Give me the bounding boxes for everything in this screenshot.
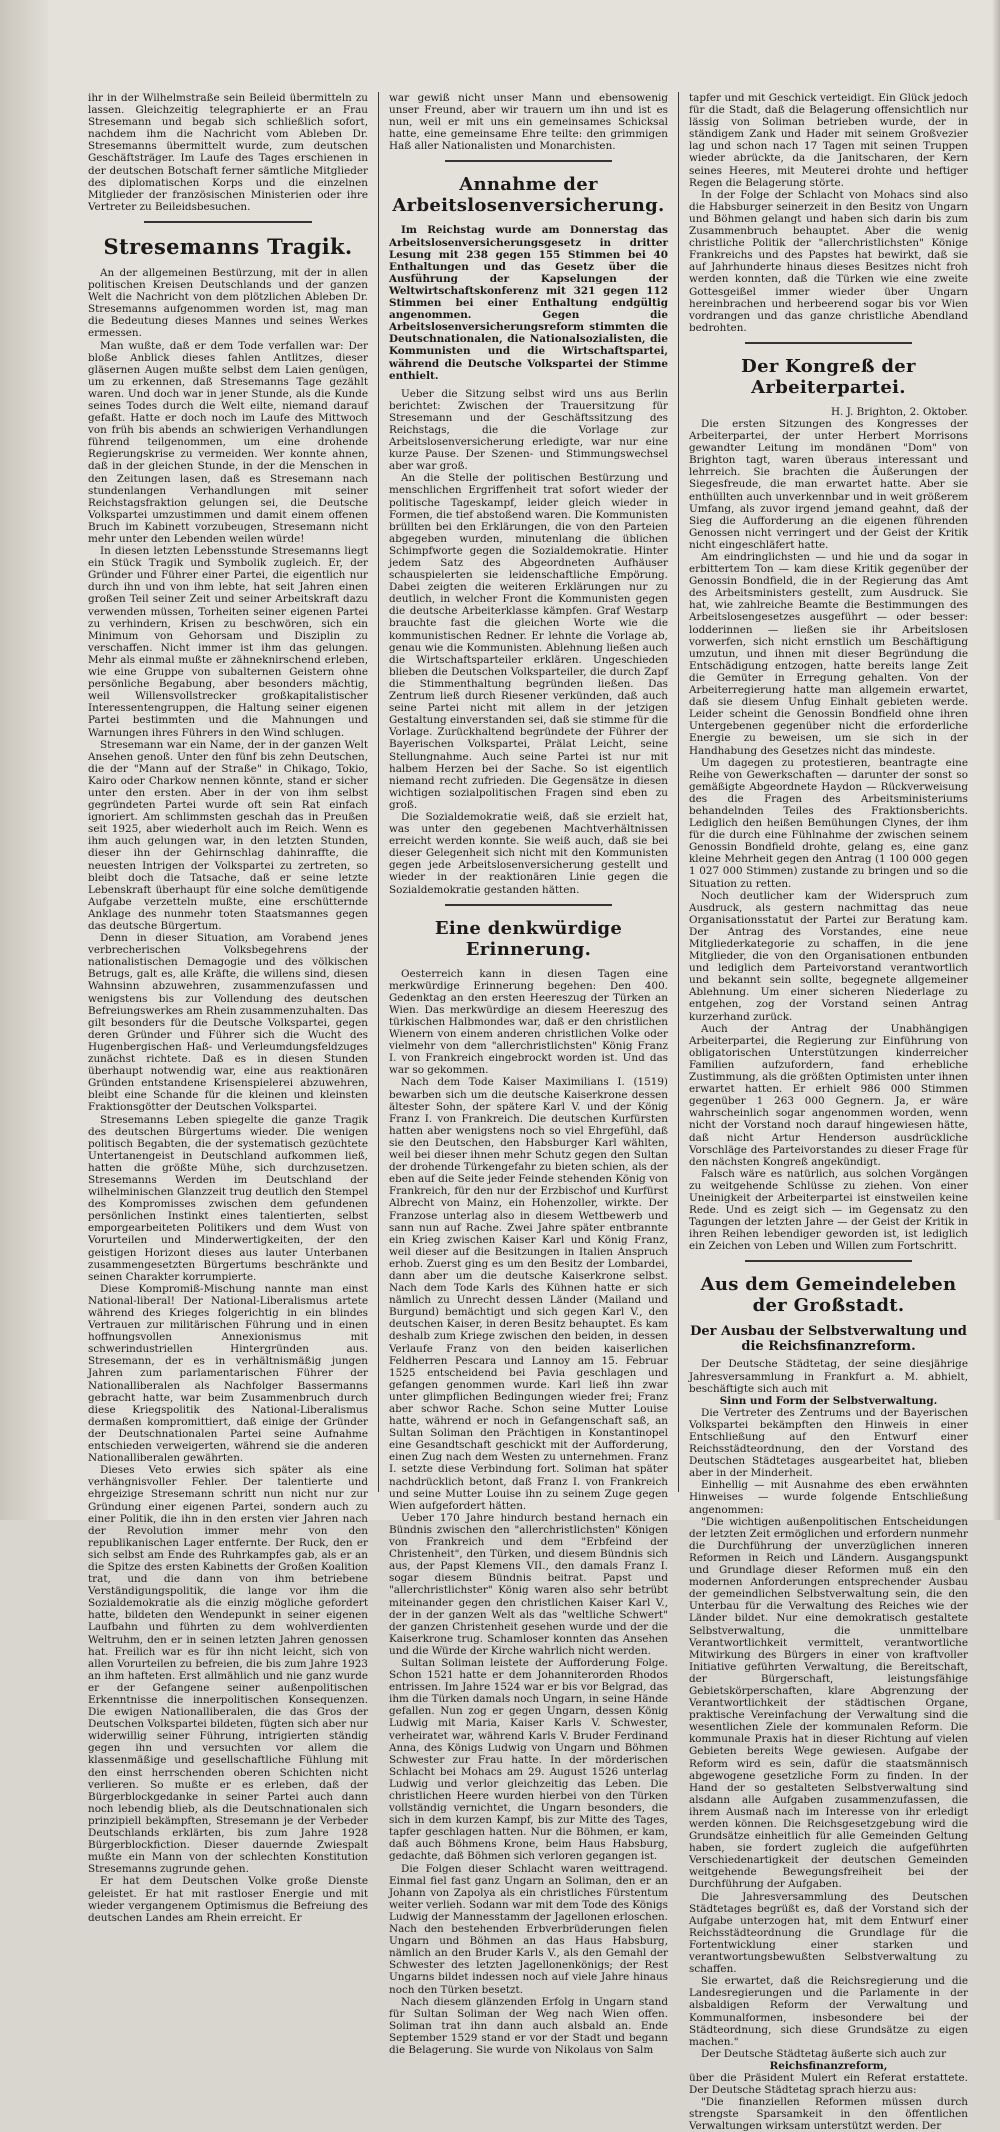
- article-text: Um dagegen zu protestieren, beantragte eine Reihe von Gewerkschaften — darunter der sonst so gemäßigte Abgeordnete Haydon — Rückverweisung des die Fragen des Arbeitsministeriums behandelnden Teiles des Fraktionsberichts. Lediglich den heißen Bemühungen Clynes, der ihm für die durch eine Fühlnahme der zwischen seinem Genossin Bondfield drohte, gelang es, eine ganz kleine Mehrheit gegen den Antrag (1 100 000 gegen 1 027 000 Stimmen) zustande zu bringen und so die Situation zu retten.: [689, 756, 968, 890]
- article-text: An der allgemeinen Bestürzung, mit der in allen politischen Kreisen Deutschlands und der ganzen Welt die Nachricht von dem plötzlichen Ableben Dr. Stresemanns aufgenommen worden ist, mag man die Bedeutung dieses Mannes und seines Werkes ermessen.: [88, 266, 368, 340]
- article-text: Noch deutlicher kam der Widerspruch zum Ausdruck, als gestern nachmittag das neue Organisationsstatut der Partei zur Beratung kam. Der Antrag des Vorstandes, eine neue Mitgliederkategorie zu schaffen, in die jene Mitglieder, die von den Organisationen entbunden und lediglich dem Parteivorstand verantwortlich und bekannt sein sollte, begegnete allgemeiner Ablehnung. Um einer sicheren Niederlage zu entgehen, zog der Vorstand seinen Antrag kurzerhand zurück.: [689, 889, 968, 1023]
- article-lead: Im Reichstag wurde am Donnerstag das Arbeitslosenversicherungsgesetz in dritter Lesung mit 238 gegen 155 Stimmen bei 40 Enthaltungen und das Gesetz über die Ausführung der Kapselungen der Weltwirtschaftskonferenz mit 321 gegen 112 Stimmen bei einer Enthaltung endgültig angenommen. Gegen die Arbeitslosenversicherungsreform stimmten die Deutschnationalen, die Nationalsozialisten, die Kommunisten und die Wirtschaftspartei, während die Deutsche Volkspartei der Stimme enthielt.: [389, 224, 668, 382]
- article-text: Ueber die Sitzung selbst wird uns aus Berlin berichtet: Zwischen der Trauersitzung für Stresemann und der Geschäftssitzung des Reichstags, die die Vorlage zur Arbeitslosenversicherung erledigte, war nur eine kurze Pause. Der Szenen- und Stimmungswechsel aber war groß.: [389, 387, 668, 473]
- article-text: Auch der Antrag der Unabhängigen Arbeiterpartei, die Regierung zur Einführung von obligatorischen Unterstützungen kinderreicher Familien aufzufordern, fand erhebliche Zustimmung, als die größten Optimisten unter ihnen erwartet hatten. Er erhielt 986 000 Stimmen gegenüber 1 263 000 Gegnern. Ja, er wäre wahrscheinlich sogar angenommen worden, wenn nicht der Vorstand noch darauf hingewiesen hätte, daß nicht Artur Henderson ausdrückliche Vorschläge des Parteivorstandes zu dieser Frage für den nächsten Kongreß angekündigt.: [689, 1022, 968, 1168]
- article-text: Falsch wäre es natürlich, aus solchen Vorgängen zu weitgehende Schlüsse zu ziehen. Von einer Uneinigkeit der Arbeiterpartei ist einstweilen keine Rede. Und es zeigt sich — im Gegensatz zu den Tagungen der letzten Jahre — der Geist der Kritik in ihren Reihen lebendiger geworden ist, ist lediglich ein Zeichen von Leben und Willen zum Fortschritt.: [689, 1167, 968, 1253]
- column-2: [378, 92, 678, 2056]
- article-text: Einhellig — mit Ausnahme des eben erwähnten Hinweises — wurde folgende Entschließung angenommen:: [689, 1479, 968, 1516]
- article-text: Stresemanns Leben spiegelte die ganze Tragik des deutschen Bürgertums wieder. Die wenigen politisch Begabten, die der systematisch gezüchtete Untertanengeist in Deutschland aufkommen ließ, hatten die größte Mühe, sich durchzusetzen. Stresemanns Werden im Deutschland der wilhelminischen Glanzzeit trug deutlich den Stempel des Kompromisses zwischen dem gefundenen persönlichen Instinkt eines talentierten, selbst emporgearbeiteten Politikers und dem Wust von Vorurteilen und Minderwertigkeiten, der den geistigen Horizont dieses aus lauter Unterbanen zusammengesetzten Bürgertums beschränkte und seinen Charakter korrumpierte.: [88, 1113, 368, 1283]
- article-text: war gewiß nicht unser Mann und ebensowenig unser Freund, aber wir trauern um ihn und ist es nun, weil er mit uns ein gemeinsames Schicksal hatte, eine gemeinsame Ehre teilte: den grimmigen Haß aller Nationalisten und Monarchisten.: [389, 92, 668, 153]
- column-container: [78, 92, 990, 2132]
- column-3: [678, 92, 978, 2132]
- article-text: Der Deutsche Städtetag äußerte sich auch zur: [701, 2047, 947, 2060]
- article-text: Die Sozialdemokratie weiß, daß sie erzielt hat, was unter den gegebenen Machtverhältnissen erreicht werden konnte. Sie weiß auch, daß sie bei dieser Gelegenheit sich nicht mit den Kommunisten gegen jede Arbeitslosenversicherung gestellt und wieder in der reaktionären Linie gegen die Sozialdemokratie gestanden hätten.: [389, 810, 668, 896]
- article-text: über die Präsident Mulert ein Referat erstattete. Der Deutsche Städtetag sprach hierzu aus:: [689, 2071, 968, 2097]
- divider: [445, 904, 612, 906]
- article-text: tapfer und mit Geschick verteidigt. Ein Glück jedoch für die Stadt, daß die Belagerung offensichtlich nur lässig von Soliman betrieben wurde, der in ständigem Zank und Hader mit seinem Großvezier lag und schon nach 17 Tagen mit seinen Truppen wieder abrückte, da die Janitscharen, der Kern seines Heeres, mit Meuterei drohte und heftiger Regen die Belagerung störte.: [689, 92, 968, 189]
- article-text: Die Jahresversammlung des Deutschen Städtetages begrüßt es, daß der Vorstand sich der Aufgabe unterzogen hat, mit dem Entwurf einer Reichsstädteordnung die Grundlage für die Fortentwicklung einer starken und verantwortungsbewußten Selbstverwaltung zu schaffen.: [689, 1890, 968, 1976]
- divider: [745, 342, 912, 344]
- article-text: Man wußte, daß er dem Tode verfallen war: Der bloße Anblick dieses fahlen Antlitzes, dieser gläsernen Augen mußte selbst dem Laien genügen, um zu erkennen, daß Stresemanns Tage gezählt waren. Und doch war in jener Stunde, als die Kunde seines Todes durch die Welt eilte, niemand darauf gefaßt. Hatte er doch noch im Laufe des Mittwoch von früh bis abends an schwierigen Verhandlungen führend teilgenommen, um eine drohende Regierungskrise zu vermeiden. Wer konnte ahnen, daß in der gleichen Stunde, in der die Menschen in den Zeitungen lasen, daß es Stresemann nach stundenlangen Verhandlungen mit seiner Reichstagsfraktion gelungen sei, die Deutsche Volkspartei umzustimmen und damit einem offenen Bruch im Kabinett vorzubeugen, Stresemann nicht mehr unter den Lebenden weilen würde!: [88, 339, 368, 545]
- column-1: [78, 92, 378, 1924]
- article-text: Dieses Veto erwies sich später als eine verhängnisvoller Fehler. Der talentierte und ehrgeizige Stresemann schritt nun nicht nur zur Gründung einer eigenen Partei, sondern auch zu einer Politik, die ihn in den ersten vier Jahren nach der Revolution immer mehr von den republikanischen Lager entfernte. Der Ruck, den er sich selbst am Ende des Ruhrkampfes gab, als er an die Spitze des ersten Kabinetts der Großen Koalition trat, und die dann von ihm betriebene Verständigungspolitik, die lange vor ihm die Sozialdemokratie als die einzig mögliche gefordert hatte, bildeten den Wendepunkt in seiner eigenen Laufbahn und führten zu dem wohlverdienten Weltruhm, den er in seinen letzten Jahren genossen hat. Freilich war es für ihn nicht leicht, sich von allen Vorurteilen zu befreien, die bis zum Jahre 1923 an ihm hafteten. Erst allmählich und nie ganz wurde er der Gefangene seiner außenpolitischen Erkenntnisse die innerpolitischen Konsequenzen. Die ewigen Nationalliberalen, die das Gros der Deutschen Volkspartei bildeten, fügten sich aber nur widerwillig seiner Führung, intrigierten ständig gegen ihn und versuchten vor allem die klassenmäßige und gesellschaftliche Fühlung mit den einst herrschenden oberen Schichten nicht verlieren. So mußte er es erleben, daß der Bürgerblockgedanke in seiner Partei auch dann noch lebendig blieb, als die Deutschnationalen sich prinzipiell bekämpften, Stresemann je der Verbeder Deutschlands erklärten, bis zum Jahre 1928 Bürgerblockfiction. Dieser dauernde Zwiespalt mußte ein Mann von der schlechten Konstitution Stresemanns zugrunde gehen.: [88, 1464, 368, 1876]
- headline-arbeitslosenversicherung: Annahme der Arbeitslosenversicherung.: [392, 174, 665, 217]
- article-text: Denn in dieser Situation, am Vorabend jenes verbrecherischen Volksbegehrens der nationalistischen Demagogie und des völkischen Betrugs, galt es, alle Kräfte, die willens sind, diesen Wahnsinn abzuwehren, zusammenzufassen und wenigstens bis zur Vollendung des deutschen Befreiungswerkes am Rhein zusammenzuhalten. Das gilt besonders für die Deutsche Volkspartei, gegen deren Gründer und Führer sich die Wucht des Hugenbergischen Haß- und Verleumdungsfeldzuges zunächst richtete. Daß es in diesen Stunden überhaupt notwendig war, eine aus reaktionären Gründen entstandene Krisenspielerei abzuwehren, bleibt eine Schande für die kleinen und kleinsten Fraktionsgötter der Deutschen Volkspartei.: [88, 932, 368, 1114]
- article-text: Die ersten Sitzungen des Kongresses der Arbeiterpartei, der unter Herbert Morrisons gewandter Leitung im mondänen "Dom" von Brighton tagt, waren überaus interessant und lehrreich. Sie brachten die Äußerungen der Siegesfreude, die man erwartet hatte. Aber sie enthüllten auch unverkennbar und in weit größerem Umfang, als zuvor irgend jemand geahnt, daß der Sieg die Aufforderung an die eigenen führenden Genossen nicht verringert und der Geist der Kritik nicht eingeschläfert hatte.: [689, 417, 968, 551]
- page-edge: [992, 0, 1000, 1520]
- article-text: In diesen letzten Lebensstunde Stresemanns liegt ein Stück Tragik und Symbolik zugleich. Er, der Gründer und Führer einer Partei, die eigentlich nur durch ihn und von ihm lebte, hat seit Jahren einen großen Teil seiner Zeit und seiner Arbeitskraft dazu verwenden müssen, Torheiten seiner eigenen Partei zu verhindern, Krisen zu beschwören, sich ein Minimum von Gehorsam und Disziplin zu verschaffen. Nicht immer ist ihm das gelungen. Mehr als einmal mußte er zähneknirschend erleben, wie eine Gruppe von subalternen Geistern ohne persönliche Begabung, aber besonders mächtig, weil Willensvollstrecker großkapitalistischer Interessentengruppen, die Haltung seiner eigenen Partei bestimmten und die Mahnungen und Warnungen ihres Führers in den Wind schlugen.: [88, 545, 368, 739]
- article-text: "Die wichtigen außenpolitischen Entscheidungen der letzten Zeit ermöglichen und erfordern nunmehr die Durchführung der unverzüglichen inneren Reformen in Reich und Ländern. Ausgangspunkt und Grundlage dieser Reformen muß ein den modernen Anforderungen entsprechender Ausbau der gemeindlichen Selbstverwaltung sein, die den Unterbau für die Verwaltung des Reiches wie der Länder bildet. Nur eine demokratisch gestaltete Selbstverwaltung, die unmittelbare Verantwortlichkeit vermittelt, verantwortliche Mitwirkung des Bürgers in einer von kraftvoller Initiative geführten Verwaltung, die Bereitschaft, der Bürgerschaft, leistungsfähige Gebietskörperschaften, klare Abgrenzung der Verantwortlichkeit der städtischen Organe, praktische Vereinfachung der Verwaltung sind die wesentlichen Ziele der kommunalen Reform. Die kommunale Praxis hat in dieser Richtung auf vielen Gebieten bereits Wege gewiesen. Aufgabe der Reform wird es sein, dafür die staatsmännisch abgewogene gesetzliche Form zu finden. In der Hand der so gestalteten Selbstverwaltung sind alsdann alle Aufgaben zusammenzufassen, die ihrem Ausmaß nach im Interesse von ihr erledigt werden können. Die Reichsgesetzgebung wird die Grundsätze einheitlich für alle Gemeinden Geltung haben, sie fordert zugleich die aufgeführten Verschiedenartigkeit der deutschen Gemeinden weitgehende Bewegungsfreiheit bei der Durchführung der Aufgaben.: [689, 1515, 968, 1891]
- article-text: Er hat dem Deutschen Volke große Dienste geleistet. Er hat mit rastloser Energie und mit wieder vergangenem Optimismus die Befreiung des deutschen Landes am Rhein erreicht. Er: [88, 1875, 368, 1924]
- page-gutter: [0, 0, 48, 1520]
- article-text: Diese Kompromiß-Mischung nannte man einst National-liberal! Der National-Liberalismus artete während des Krieges folgerichtig in ein blindes Vertrauen zur militärischen Führung und in einen hoffnungsvollen Annexionismus mit schwerindustriellen Hintergründen aus. Stresemann, der es in verhältnismäßig jungen Jahren zum parlamentarischen Führer der Nationalliberalen als Nachfolger Bassermanns gebracht hatte, war beim Zusammenbruch durch diese Kriegspolitik des National-Liberalismus dermaßen kompromittiert, daß einige der Gründer der Deutschnationalen Partei seine Aufnahme entschieden verweigerten, während sie die anderen Nationalliberalen gewährten.: [88, 1282, 368, 1465]
- article-text: Die Vertreter des Zentrums und der Bayerischen Volkspartei bekämpften den Hinweis in einer Entschließung auf den Entwurf einer Reichsstädteordnung, den der Vorstand des Deutschen Städtetages ausgearbeitet hat, blieben aber in der Minderheit.: [689, 1406, 968, 1480]
- article-text: Sie erwartet, daß die Reichsregierung und die Landesregierungen und die Parlamente in der alsbaldigen Reform der Verwaltung und Kommunalformen, insbesondere bei der Städteordnung, sich diese Grundsätze zu eigen machen.": [689, 1975, 968, 2048]
- divider: [445, 160, 612, 162]
- article-text: Oesterreich kann in diesen Tagen eine merkwürdige Erinnerung begehen: Den 400. Gedenktag an den ersten Heereszug der Türken an Wien. Das merkwürdige an diesem Heereszug des türkischen Halbmondes war, daß er den christlichen Wienern von einem anderen christlichen Volke oder vielmehr von dem "allerchristlichsten" König Franz I. von Frankreich eingebrockt worden ist. Und das war so gekommen.: [389, 967, 668, 1077]
- article-text: Am eindringlichsten — und hie und da sogar in erbittertem Ton — kam diese Kritik gegenüber der Genossin Bondfield, die in der Regierung das Amt des Arbeitsministers gestellt, zum Ausdruck. Sie hat, wie zahlreiche Beamte die Bestimmungen des Arbeitslosengesetzes ausgeführt — oder besser: lodderinnen — ließen sie ihr Arbeitslosen vorwerfen, sich nicht ernstlich um Beschäftigung umzutun, und ihnen mit dieser Begründung die Entschädigung entzogen, hatte bereits lange Zeit die Gemüter in Erregung gehalten. Von der Arbeiterregierung hatte man allgemein erwartet, daß sie diesem Unfug Einhalt gebieten werde. Leider scheint die Genossin Bondfield ohne ihren Untergebenen gegenüber nicht die erforderliche Energie zu beweisen, um sie sich in der Handhabung des Gesetzes nicht das mindeste.: [689, 551, 968, 757]
- section-subhead: Sinn und Form der Selbstverwaltung.: [719, 1394, 938, 1407]
- headline-gemeindeleben: Aus dem Gemeindeleben der Großstadt.: [700, 1274, 957, 1317]
- subheadline: Der Ausbau der Selbstverwaltung und die Reichsfinanzreform.: [690, 1324, 967, 1355]
- article-text: Ueber 170 Jahre hindurch bestand hernach ein Bündnis zwischen den "allerchristlichsten" Königen von Frankreich und dem "Erbfeind der Christenheit", den Türken, und diesem Bündnis sich aus, der Papst Klemens VII., den damals Franz I. sogar diesem Bündnis beitrat. Papst und "allerchristlichster" König waren also sehr betrübt miteinander gegen den christlichen Kaiser Karl V., der in der ganzen Welt als das "weltliche Schwert" der ganzen Christenheit gesehen wurde und der die Kaiserkrone trug. Schamloser konnten das Ansehen und die Würde der Kirche wahrlich nicht werden.: [389, 1511, 668, 1657]
- headline-kongress-arbeiterpartei: Der Kongreß der Arbeiterpartei.: [741, 355, 916, 398]
- article-text: Nach dem Tode Kaiser Maximilians I. (1519) bewarben sich um die deutsche Kaiserkrone dessen ältester Sohn, der spätere Karl V. und der König Franz I. von Frankreich. Die deutschen Kurfürsten hatten aber wenigstens noch so viel Ehrgefühl, daß sie den Deutschen, den Habsburger Karl wählten, weil bei dieser ihnen mehr Schutz gegen den Sultan der drohende Türkengefahr zu bieten schien, als der eben auf die Seite jeder Feinde stehenden König von Frankreich, für den nur der Erzbischof und Kurfürst Albrecht von Mainz, ein Hohenzoller, wirkte. Der Franzose unterlag also in diesem Wettbewerb und sann nun auf Rache. Zwei Jahre später entbrannte ein Krieg zwischen Kaiser Karl und König Franz, weil dieser auf die Besitzungen in Italien Anspruch erhob. Zuerst ging es um den Besitz der Lombardei, dann aber um die deutsche Kaiserkrone selbst. Nach dem Tode Karls des Kühnen hatte er sich nämlich zu Unrecht dessen Länder (Mailand und Burgund) bemächtigt und sich gegen Karl V., den deutschen Kaiser, in deren Besitz behauptet. Es kam deshalb zum Kriege zwischen den beiden, in dessen Verlaufe Franz von den beiden kaiserlichen Feldherren Pescara und Lannoy am 15. Februar 1525 entscheidend bei Pavia geschlagen und gefangen genommen wurde. Karl ließ ihn zwar unter glimpflichen Bedingungen wieder frei; Franz aber schwor Rache. Schon seine Mutter Louise hatte, während er noch in Gefangenschaft saß, an Sultan Soliman den Prächtigen in Konstantinopel eine Gesandtschaft geschickt mit der Aufforderung, einen Zug nach dem Westen zu unternehmen. Franz I. setzte diese Verbindung fort. Soliman hat später nachdrücklich betont, daß Franz I. von Frankreich und seine Mutter Louise ihn zu seinem Zuge gegen Wien aufgefordert hätten.: [389, 1076, 668, 1512]
- article-text: Der Deutsche Städtetag, der seine diesjährige Jahresversammlung in Frankfurt a. M. abhielt, beschäftigte sich auch mit: [689, 1358, 968, 1395]
- article-text: Nach diesem glänzenden Erfolg in Ungarn stand für Sultan Soliman der Weg nach Wien offen. Soliman trat ihn dann auch alsbald an. Ende September 1529 stand er vor der Stadt und begann die Belagerung. Sie wurde von Nikolaus von Salm: [389, 1995, 668, 2056]
- article-text: "Die finanziellen Reformen müssen durch strengste Sparsamkeit in den öffentlichen Verwaltungen wirksam unterstützt werden. Der: [689, 2096, 968, 2132]
- article-text: An die Stelle der politischen Bestürzung und menschlichen Ergriffenheit trat sofort wieder der politische Tageskampf, leider gleich wieder in Formen, die tief abstoßend waren. Die Kommunisten brüllten bei den Erklärungen, die von den Parteien abgegeben wurden, minutenlang die üblichen Schimpfworte gegen die Sozialdemokratie. Hinter jedem Satz des Abgeordneten Aufhäuser schauspielerten sie leidenschaftliche Empörung. Dabei zeigten die weiteren Erklärungen nur zu deutlich, in welcher Front die Kommunisten gegen die deutsche Arbeiterklasse kämpfen. Graf Westarp brauchte fast die gleichen Worte wie die kommunistischen Redner. Er lehnte die Vorlage ab, genau wie die Kommunisten. Ablehnung ließen auch die Wirtschaftsparteiler erklären. Ungeschieden blieben die Deutschen Volksparteiler, die durch Zapf die Stimmenthaltung begründen ließen. Das Zentrum ließ durch Riesener verkünden, daß auch seine Partei nicht mit allem in der jetzigen Gestaltung einverstanden sei, daß sie stimme für die Vorlage. Zurückhaltend begründete der Führer der Bayerischen Volkspartei, Prälat Leicht, seine Stellungnahme. Auch seine Partei ist nur mit halbem Herzen bei der Sache. So ist eigentlich niemand recht zufrieden. Die Gegensätze in diesen wichtigen sozialpolitischen Fragen sind eben zu groß.: [389, 472, 668, 811]
- article-text: ihr in der Wilhelmstraße sein Beileid übermitteln zu lassen. Gleichzeitig telegraphierte er an Frau Stresemann und begab sich schließlich sofort, nachdem ihm die Nachricht vom Ableben Dr. Stresemanns übermittelt wurde, zum deutschen Geschäftsträger. Im Laufe des Tages erschienen in der deutschen Botschaft ferner sämtliche Mitglieder des diplomatischen Korps und die einzelnen Mitglieder der französischen Ministerien oder ihre Vertreter zu Beileidsbesuchen.: [88, 92, 368, 213]
- headline-stresemanns-tragik: Stresemanns Tragik.: [103, 233, 353, 259]
- article-text: Stresemann war ein Name, der in der ganzen Welt Ansehen genoß. Unter den fünf bis zehn Deutschen, die der "Mann auf der Straße" in Chikago, Tokio, Kairo oder Charkow nennen könnte, stand er sicher unter den ersten. Aber in der von ihm selbst gegründeten Partei wurde oft sein Rat einfach ignoriert. Am schlimmsten geschah das in Preußen seit 1925, aber wiederholt auch im Reich. Wenn es ihm auch gelungen war, in den letzten Stunden, dieser ihn der Gehirnschlag dahinraffte, die neuesten Intrigen der Volkspartei zu zertreten, so bleibt doch die Tatsache, daß er seine letzte Lebenskraft überhaupt für eine solche demütigende Aufgabe verzetteln mußte, eine erschütternde Anklage des nunmehr toten Staatsmannes gegen das deutsche Bürgertum.: [88, 738, 368, 932]
- headline-denkwuerdige-erinnerung: Eine denkwürdige Erinnerung.: [434, 917, 623, 960]
- article-text: In der Folge der Schlacht von Mohacs sind also die Habsburger seinerzeit in den Besitz von Ungarn und Böhmen gelangt und haben sich darin bis zum Zusammenbruch behauptet. Aber die wenig christliche Politik der "allerchristlichsten" Könige Frankreichs und des Papstes hat bewirkt, daß sie auf Jahrhunderte hinaus dieses Besitzes nicht froh werden konnten, daß die Türken wie eine zweite Gottesgeißel immer wieder über Ungarn hereinbrachen und herbeerend sogar bis vor Wien vordrangen und das ganze christliche Abendland bedrohten.: [689, 188, 968, 334]
- divider: [144, 221, 312, 223]
- divider: [745, 1260, 912, 1262]
- article-byline: H. J. Brighton, 2. Oktober.: [830, 405, 968, 418]
- section-subhead: Reichsfinanzreform,: [769, 2059, 888, 2072]
- article-text: Sultan Soliman leistete der Aufforderung Folge. Schon 1521 hatte er dem Johanniterorden Rhodos entrissen. Im Jahre 1524 war er bis vor Belgrad, das ihm die Türken damals noch Ungarn, in seine Hände gefallen. Nun zog er gegen Ungarn, dessen König Ludwig mit Maria, Kaiser Karls V. Schwester, verheiratet war, während Karls V. Bruder Ferdinand Anna, des Königs Ludwig von Ungarn und Böhmen Schwester zur Frau hatte. In der mörderischen Schlacht bei Mohacs am 29. August 1526 unterlag Ludwig und verlor gleichzeitig das Leben. Die christlichen Heere wurden hierbei von den Türken vollständig vernichtet, die Ungarn besonders, die sich in dem kurzen Kampf, bis zur Mitte des Tages, tapfer geschlagen hatten. Nur die Böhmen, er kam, daß auch Böhmens Krone, beim Haus Habsburg, gedachte, daß Böhmen sich verloren gegangen ist.: [389, 1656, 668, 1863]
- article-text: Die Folgen dieser Schlacht waren weittragend. Einmal fiel fast ganz Ungarn an Soliman, den er an Johann von Zapolya als ein christliches Fürstentum weiter verlieh. Sodann war mit dem Tode des Königs Ludwig der Mannesstamm der Jagellonen erloschen. Nach den bestehenden Erbverbrüderungen fielen Ungarn und Böhmen an das Haus Habsburg, nämlich an den Bruder Karls V., als den Gemahl der Schwester des letzten Jagellonenkönigs; der Rest Ungarns bildet indessen noch auf viele Jahre hinaus noch den Türken besetzt.: [389, 1862, 668, 1996]
